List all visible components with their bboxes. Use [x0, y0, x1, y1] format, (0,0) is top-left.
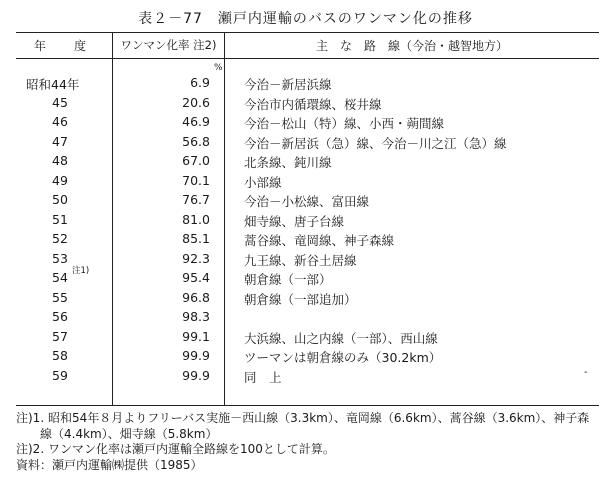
table-row [16, 212, 599, 232]
route-cell: 大浜線、山之内線（一部）、西山線 [244, 330, 438, 346]
year-cell: 昭和44年 [26, 77, 80, 92]
header-rate: ワンマン化率 注2) [120, 38, 217, 52]
route-cell: 今治－新居浜（急）線、今治－川之江（急）線 [244, 135, 507, 151]
table-row [16, 309, 599, 329]
year-cell: 55 [52, 289, 68, 305]
table-body [16, 75, 599, 387]
year-note: 注1) [72, 266, 90, 276]
table-row [16, 114, 599, 134]
header-year: 年 度 [33, 39, 94, 53]
table-row [16, 173, 599, 193]
unit-label: % [214, 63, 223, 73]
table-row [16, 251, 599, 271]
table-row [16, 290, 599, 310]
year-cell: 49 [52, 172, 68, 188]
rate-cell: 6.9 [190, 75, 210, 90]
route-cell: 蒿谷線、竜岡線、神子森線 [244, 233, 395, 248]
rate-cell: 20.6 [182, 94, 210, 110]
source-note: 資料：瀬戸内運輸㈱提供（1985） [16, 457, 203, 472]
year-cell: 57 [52, 328, 68, 344]
table-header [16, 33, 599, 59]
rate-cell: 99.9 [182, 348, 210, 363]
rate-cell: 85.1 [182, 231, 210, 246]
rate-cell: 76.7 [182, 192, 210, 207]
rate-cell: 99.1 [182, 328, 210, 344]
table-title: 表２－77 瀬戸内運輸のバスのワンマン化の推移 [138, 11, 473, 27]
route-cell: 北条線、鈍川線 [244, 155, 332, 170]
route-cell: 同 上 [244, 369, 282, 385]
table-row [16, 153, 599, 173]
rate-cell: 98.3 [182, 309, 210, 324]
header-route: 主 な 路 線（今治・越智地方） [315, 39, 508, 53]
table-row [16, 192, 599, 212]
footnote-1-cont: 線（4.4km）、畑寺線（5.8km） [40, 426, 218, 441]
rate-cell: 70.1 [182, 172, 210, 188]
route-cell: 畑寺線、唐子台線 [244, 213, 345, 229]
footnotes [16, 411, 601, 473]
rate-cell: 96.8 [182, 289, 210, 305]
table-row [16, 329, 599, 349]
route-cell: 今治市内循環線、桜井線 [244, 96, 382, 112]
table-row [16, 368, 599, 388]
rate-cell: 95.4 [182, 270, 210, 285]
year-cell: 52 [52, 231, 68, 246]
year-cell: 59 [52, 367, 68, 383]
data-table [16, 32, 599, 406]
rate-cell: 92.3 [182, 250, 210, 266]
stray-mark: - [584, 367, 588, 378]
rate-cell: 46.9 [182, 114, 210, 129]
route-cell: 九王線、新谷土居線 [244, 252, 357, 268]
year-cell: 58 [52, 348, 68, 363]
year-cell: 46 [52, 114, 68, 129]
route-cell: 今治－松山（特）線、小西・蒴間線 [244, 116, 445, 131]
rate-cell: 56.8 [182, 133, 210, 149]
footnote-2: 注)2. ワンマン化率は瀬戸内運輸全路線を100として計算。 [16, 442, 335, 456]
year-cell: 53 [52, 250, 68, 266]
year-cell: 51 [52, 211, 68, 227]
table-row [16, 134, 599, 154]
table-row [16, 348, 599, 368]
rate-cell: 67.0 [182, 153, 210, 168]
route-cell: 小部線 [244, 174, 282, 190]
table-row [16, 231, 599, 251]
route-cell: ツーマンは朝倉線のみ（30.2km） [244, 350, 442, 365]
route-cell: 朝倉線（一部） [244, 272, 332, 287]
table-row [16, 95, 599, 115]
rate-cell: 99.9 [182, 367, 210, 383]
year-cell: 56 [52, 309, 68, 324]
footnote-1: 注)1. 昭和54年８月よりフリーバス実施－西山線（3.3km）、竜岡線（6.6km）、蒿谷線（3.6km）、神子森 [16, 411, 590, 425]
route-cell: 朝倉線（一部追加） [244, 291, 357, 307]
route-cell: 今治－新居浜線 [244, 77, 332, 92]
table-row [16, 266, 599, 290]
table-row [16, 75, 599, 95]
year-cell: 48 [52, 153, 68, 168]
rate-cell: 81.0 [182, 211, 210, 227]
year-cell: 45 [52, 94, 68, 110]
year-cell: 47 [52, 133, 68, 149]
route-cell: 今治－小松線、富田線 [244, 194, 370, 209]
year-cell: 54 [52, 270, 68, 285]
year-cell: 50 [52, 192, 68, 207]
